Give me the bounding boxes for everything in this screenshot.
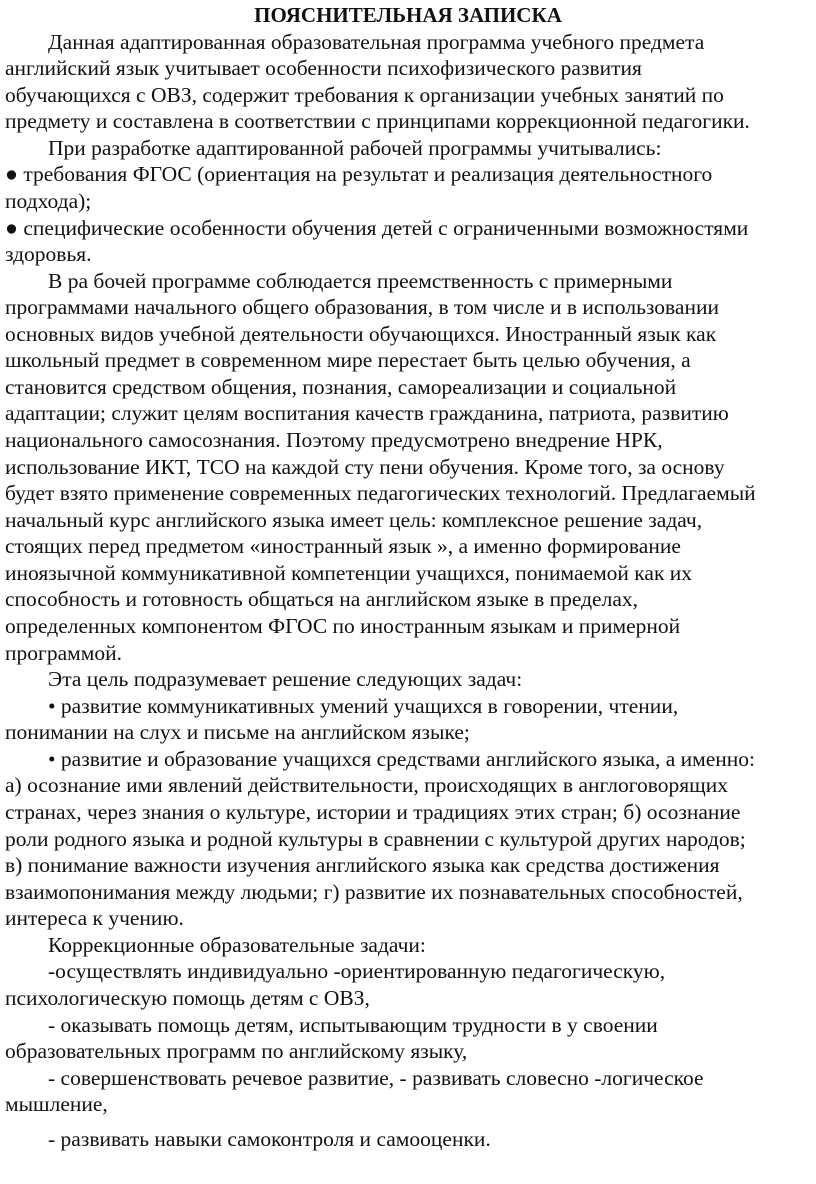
document-title: ПОЯСНИТЕЛЬНАЯ ЗАПИСКА [254,3,562,27]
bullet-line: • развитие и образование учащихся средствами английского языка, а именно: [48,747,756,771]
text-line: интереса к учению. [5,906,184,930]
dash-line: -осуществлять индивидуально -ориентированную педагогическую, [48,959,666,983]
text-line: иноязычной коммуникативной компетенции учащихся, понимаемой как их [5,561,693,585]
text-line: Коррекционные образовательные задачи: [48,933,426,957]
text-line: образовательных программ по английскому языку, [5,1039,468,1063]
text-line: психологическую помощь детям с ОВЗ, [5,986,370,1010]
text-line: взаимопонимания между людьми; г) развитие их познавательных способностей, [5,880,743,904]
text-line: в) понимание важности изучения английского языка как средства достижения [5,853,720,877]
dash-line: - оказывать помощь детям, испытывающим трудности в у своении [48,1013,658,1037]
text-line: становится средством общения, познания, самореализации и социальной [5,375,677,399]
text-line: здоровья. [5,242,92,266]
text-line: школьный предмет в современном мире перестает быть целью обучения, а [5,348,691,372]
bullet-line: ● требования ФГОС (ориентация на результат и реализация деятельностного [5,162,713,186]
text-line: предмету и составлена в соответствии с принципами коррекционной педагогики. [5,109,750,133]
text-line: Эта цель подразумевает решение следующих задач: [48,667,523,691]
text-line: будет взято применение современных педагогических технологий. Предлагаемый [5,481,756,505]
text-line: При разработке адаптированной рабочей программы учитывались: [48,136,662,160]
text-line: определенных компонентом ФГОС по иностранным языкам и примерной [5,614,681,638]
text-line: программой. [5,641,122,665]
text-line: В ра бочей программе соблюдается преемственность с примерными [48,269,673,293]
text-line: национального самосознания. Поэтому предусмотрено внедрение НРК, [5,428,663,452]
text-line: роли родного языка и родной культуры в сравнении с культурой других народов; [5,827,746,851]
text-line: стоящих перед предметом «иностранный язык », а именно формирование [5,534,681,558]
dash-line: - совершенствовать речевое развитие, - развивать словесно -логическое [48,1066,704,1090]
text-line: а) осознание ими явлений действительности, происходящих в англоговорящих [5,773,728,797]
text-line: начальный курс английского языка имеет цель: комплексное решение задач, [5,508,703,532]
text-line: адаптации; служит целям воспитания качеств гражданина, патриота, развитию [5,401,729,425]
dash-line: - развивать навыки самоконтроля и самооценки. [48,1127,491,1151]
text-line: основных видов учебной деятельности обучающихся. Иностранный язык как [5,322,717,346]
text-line: использование ИКТ, ТСО на каждой сту пени обучения. Кроме того, за основу [5,455,725,479]
text-line: странах, через знания о культуре, истории и традициях этих стран; б) осознание [5,800,741,824]
text-line: понимании на слух и письме на английском языке; [5,720,470,744]
bullet-line: • развитие коммуникативных умений учащихся в говорении, чтении, [48,694,679,718]
bullet-line: ● специфические особенности обучения детей с ограниченными возможностями [5,216,749,240]
text-line: подхода); [5,189,92,213]
text-line: способность и готовность общаться на английском языке в пределах, [5,587,639,611]
text-line: английский язык учитывает особенности психофизического развития [5,56,642,80]
text-line: обучающихся с ОВЗ, содержит требования к организации учебных занятий по [5,83,724,107]
text-line: Данная адаптированная образовательная программа учебного предмета [48,30,705,54]
text-line: программами начального общего образования, в том числе и в использовании [5,295,719,319]
text-line: мышление, [5,1092,108,1116]
